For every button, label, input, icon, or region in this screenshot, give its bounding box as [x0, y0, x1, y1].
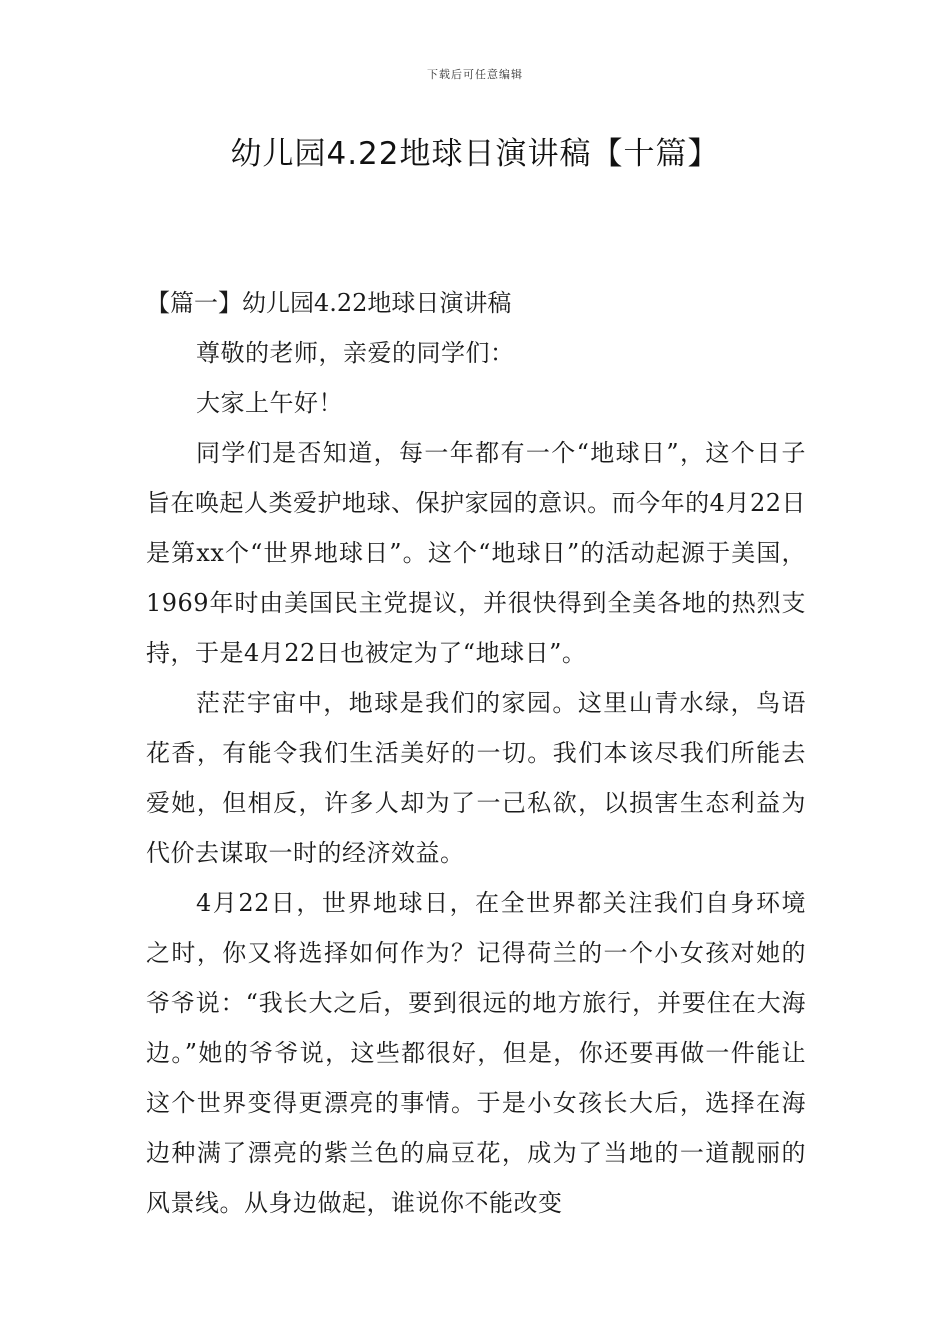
document-body	[146, 278, 806, 1228]
greeting-paragraph: 尊敬的老师，亲爱的同学们：	[196, 339, 515, 367]
document-title: 幼儿园4.22地球日演讲稿【十篇】	[230, 136, 720, 172]
body-paragraph: 4月22日，世界地球日，在全世界都关注我们自身环境之时，你又将选择如何作为？记得荷兰的一个小女孩对她的爷爷说：“我长大之后，要到很远的地方旅行，并要住在大海边。”她的爷爷说，这些都很好，但是，你还要再做一件能让这个世界变得更漂亮的事情。于是小女孩长大后，选择在海边种满了漂亮的紫兰色的扁豆花，成为了当地的一道靓丽的风景线。从身边做起，谁说你不能改变	[146, 889, 806, 1217]
body-paragraph: 同学们是否知道，每一年都有一个“地球日”，这个日子旨在唤起人类爱护地球、保护家园的意识。而今年的4月22日是第xx个“世界地球日”。这个“地球日”的活动起源于美国，1969年时由美国民主党提议，并很快得到全美各地的热烈支持，于是4月22日也被定为了“地球日”。	[146, 439, 806, 667]
body-paragraph: 茫茫宇宙中，地球是我们的家园。这里山青水绿，鸟语花香，有能令我们生活美好的一切。我们本该尽我们所能去爱她，但相反，许多人却为了一己私欲，以损害生态利益为代价去谋取一时的经济效益。	[146, 689, 806, 867]
section-heading: 【篇一】幼儿园4.22地球日演讲稿	[146, 289, 512, 317]
salutation-paragraph: 大家上午好！	[196, 389, 343, 417]
header-note: 下载后可任意编辑	[427, 68, 523, 81]
